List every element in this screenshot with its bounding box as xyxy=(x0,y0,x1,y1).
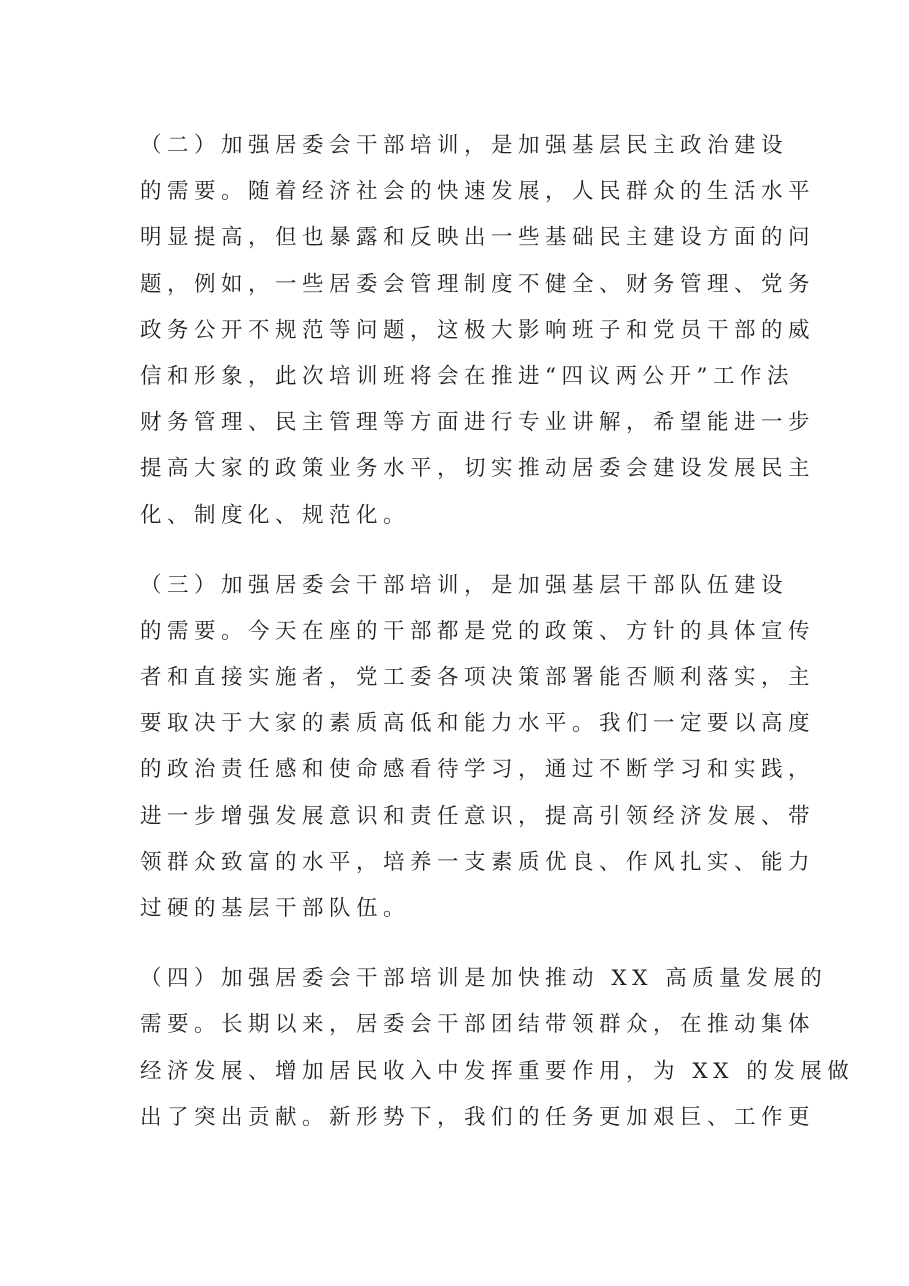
text-line: 化、制度化、规范化。 xyxy=(140,502,411,528)
text-line: 的需要。随着经济社会的快速发展，人民群众的生活水平 xyxy=(140,179,816,205)
text-line: 提高大家的政策业务水平，切实推动居委会建设发展民主 xyxy=(140,456,816,482)
paragraph-3 xyxy=(140,563,816,933)
paragraph-2 xyxy=(140,123,816,539)
text-line: 进一步增强发展意识和责任意识，提高引领经济发展、带 xyxy=(140,803,816,829)
text-line: 题，例如，一些居委会管理制度不健全、财务管理、党务 xyxy=(140,271,816,297)
text-line: 要取决于大家的素质高低和能力水平。我们一定要以高度 xyxy=(140,711,816,737)
text-line: 明显提高，但也暴露和反映出一些基础民主建设方面的问 xyxy=(140,225,816,251)
text-line: （三）加强居委会干部培训，是加强基层干部队伍建设 xyxy=(140,572,789,598)
text-line: （二）加强居委会干部培训，是加强基层民主政治建设 xyxy=(140,133,789,158)
text-line: 领群众致富的水平，培养一支素质优良、作风扎实、能力 xyxy=(140,849,816,875)
document-body xyxy=(140,123,855,1165)
text-line: 出了突出贡献。新形势下，我们的任务更加艰巨、工作更 xyxy=(140,1104,816,1130)
text-line: 政务公开不规范等问题，这极大影响班子和党员干部的威 xyxy=(140,317,816,343)
text-line: 的需要。今天在座的干部都是党的政策、方针的具体宣传 xyxy=(140,618,816,644)
text-line: 经济发展、增加居民收入中发挥重要作用，为 XX 的发展做 xyxy=(140,1058,855,1084)
text-line: 的政治责任感和使命感看待学习，通过不断学习和实践， xyxy=(140,757,816,783)
text-line: 者和直接实施者，党工委各项决策部署能否顺利落实，主 xyxy=(140,665,816,691)
paragraph-4 xyxy=(140,956,855,1141)
text-line: 信和形象，此次培训班将会在推进“四议两公开”工作法 xyxy=(140,363,794,389)
text-line: 需要。长期以来，居委会干部团结带领群众，在推动集体 xyxy=(140,1012,816,1038)
text-line: 过硬的基层干部队伍。 xyxy=(140,896,411,921)
text-line: （四）加强居委会干部培训是加快推动 XX 高质量发展的 xyxy=(140,966,828,992)
text-line: 财务管理、民主管理等方面进行专业讲解，希望能进一步 xyxy=(140,410,816,436)
